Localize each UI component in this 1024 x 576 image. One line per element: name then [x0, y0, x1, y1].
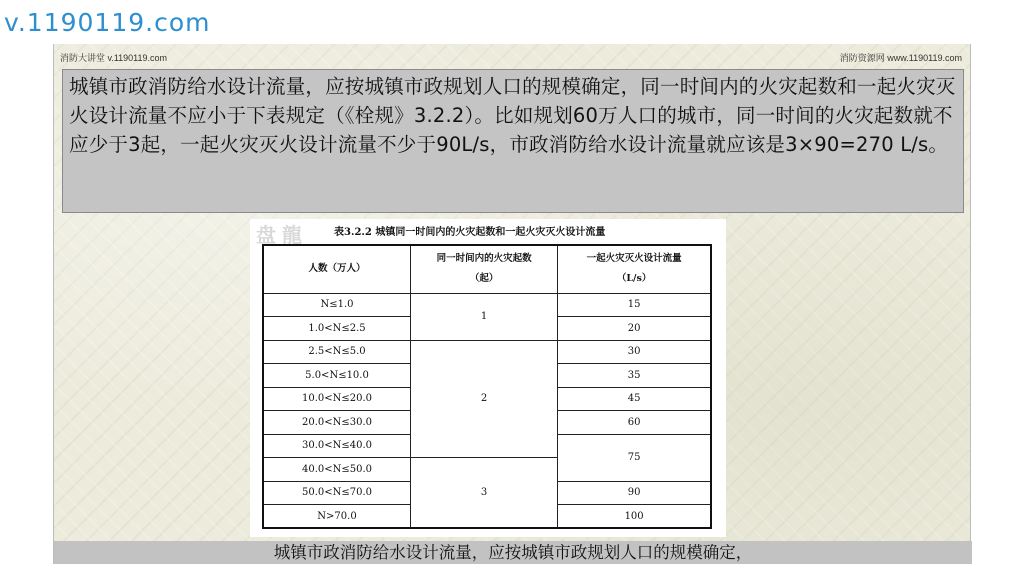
header-left-text: 消防大讲堂 v.1190119.com: [60, 53, 168, 63]
header-fire-count-line2: （起）: [469, 273, 499, 285]
population-cell: 10.0<N≤20.0: [263, 387, 411, 411]
fire-count-cell: 2: [411, 340, 558, 458]
flow-cell: 45: [558, 387, 711, 411]
table-figure: [250, 219, 726, 537]
table-row: [263, 293, 711, 317]
population-cell: N≤1.0: [263, 293, 411, 317]
flow-cell: 15: [558, 293, 711, 317]
flow-cell: 90: [558, 481, 711, 505]
header-right-text: 消防资源网 www.1190119.com: [839, 53, 962, 63]
flow-cell: 30: [558, 340, 711, 364]
table-header-row: [263, 245, 711, 293]
header-flow: [558, 245, 711, 293]
table-caption: 表3.2.2 城镇同一时间内的火灾起数和一起火灾灭火设计流量: [334, 227, 606, 238]
population-cell: 2.5<N≤5.0: [263, 340, 411, 364]
population-cell: N>70.0: [263, 505, 411, 529]
flow-cell: 35: [558, 364, 711, 388]
fire-count-cell: 1: [411, 293, 558, 340]
population-cell: 1.0<N≤2.5: [263, 317, 411, 341]
header-population: 人数（万人）: [263, 245, 411, 293]
population-cell: 5.0<N≤10.0: [263, 364, 411, 388]
flow-spec-table: [262, 244, 712, 529]
header-flow-line2: （L/s）: [616, 273, 652, 285]
explanation-text-box: [62, 69, 964, 213]
table-row: [263, 340, 711, 364]
explanation-paragraph: 城镇市政消防给水设计流量，应按城镇市政规划人口的规模确定，同一时间内的火灾起数和一起火灾灭火设计流量不应小于下表规定（《栓规》3.2.2）。比如规划60万人口的城市，同一时间的火灾起数就不应少于3起，一起火灾灭火设计流量不少于90L/s，市政消防给水设计流量就应该是3×90=270 L/s。: [69, 75, 956, 156]
flow-cell: 100: [558, 505, 711, 529]
flow-cell: 60: [558, 411, 711, 435]
fire-count-cell: 3: [411, 458, 558, 529]
population-cell: 40.0<N≤50.0: [263, 458, 411, 482]
bottom-subtitle-text: 城镇市政消防给水设计流量，应按城镇市政规划人口的规模确定，: [273, 543, 753, 562]
slide: [53, 44, 971, 564]
top-watermark-url: v.1190119.com: [4, 8, 211, 37]
population-cell: 30.0<N≤40.0: [263, 434, 411, 458]
bottom-subtitle-bar: [54, 541, 972, 564]
header-flow-line1: 一起火灾灭火设计流量: [586, 253, 682, 265]
header-fire-count-line1: 同一时间内的火灾起数: [436, 253, 532, 265]
flow-cell: 20: [558, 317, 711, 341]
figure-watermark: 盘龍: [256, 223, 308, 247]
population-cell: 50.0<N≤70.0: [263, 481, 411, 505]
population-cell: 20.0<N≤30.0: [263, 411, 411, 435]
flow-cell: 75: [558, 434, 711, 481]
header-fire-count: [411, 245, 558, 293]
